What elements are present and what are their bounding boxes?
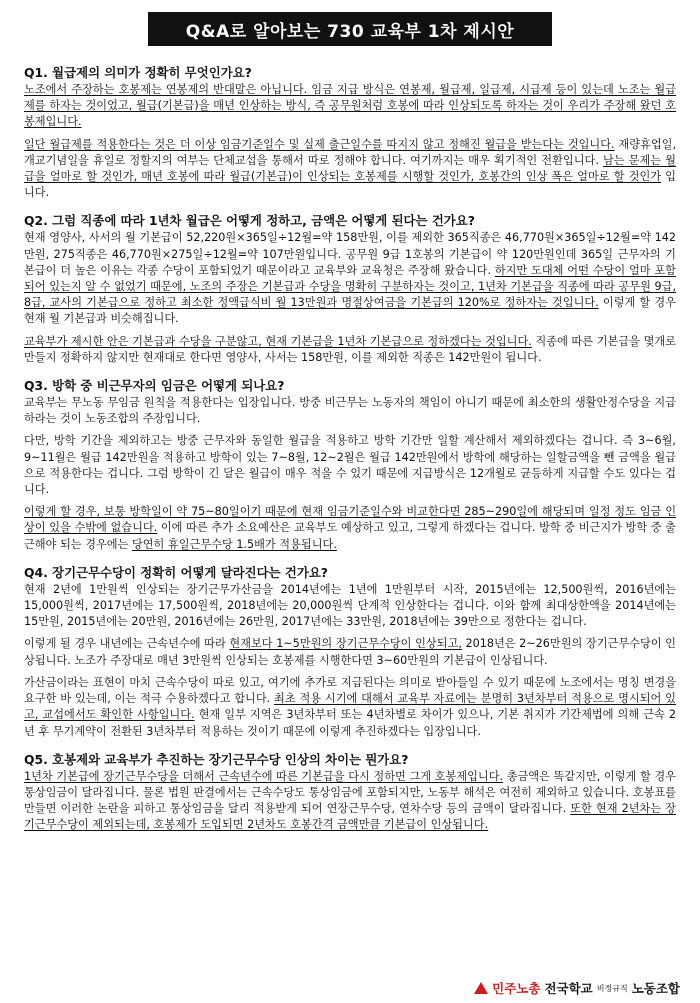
answer-text: 이에 따른 추가 소요예산은 교육부도 예상하고 있고, 그렇게 하겠다는 겁니다. 방학 중 비근지가 방학 중 출근해야 되는 경우에는 xyxy=(24,521,676,551)
underlined-text: 또한 현재 2년차는 장기근무수당이 제외되는데, 호봉제가 도입되면 2년차도 호봉간격 금액만큼 기본급이 인상됩니다. xyxy=(24,802,676,832)
question-heading: Q1. 월급제의 의미가 정확히 무엇인가요? xyxy=(24,65,252,80)
answer-paragraph xyxy=(24,230,676,327)
answer-text: 이렇게 할 경우 현재 월 기본급과 비슷해집니다. xyxy=(24,296,676,326)
qa-section xyxy=(24,212,676,366)
qa-section xyxy=(24,751,676,834)
answer-text: 직종에 따른 기본급을 몇개로 만들지 정확하지 않지만 현재대로 한다면 영양사, 사서는 158만원, 이를 제외한 직종은 142만원이 됩니다. xyxy=(24,334,676,364)
org-main: 전국학교 xyxy=(544,981,593,996)
org-small: 비정규직 xyxy=(596,983,628,993)
qa-body xyxy=(24,64,676,845)
answer-paragraph xyxy=(24,334,676,366)
answer-text: 입니다. xyxy=(24,170,676,200)
answer-paragraph xyxy=(24,395,676,427)
org-prefix: 민주노총 xyxy=(492,981,541,996)
underlined-text: 하지만 도대체 어떤 수당이 얼마 포함되어 있는지 알 수 없었기 때문에, 노조의 주장은 기본급과 수당을 명확히 구분하자는 것이고, 1년차 기본급을 직종에 따라 공무원 9급, 8급, 교사의 기본급으로 정하고 최소한 정액급식비 월 13만원과 명절상여금을 기본급의 120%로 정하자는 것입니다. xyxy=(24,263,676,310)
underlined-text: 최초 적용 시기에 대해서 교육부 자료에는 분명히 3년차부터 적용으로 명시되어 있고, 교섭에서도 확인한 사항입니다. xyxy=(24,692,676,722)
answer-text: 현재 영양사, 사서의 월 기본급이 52,220원×365일÷12월=약 158만원, 이를 제외한 365직종은 46,770원×365일÷12월=약 142만원, 275직종은 46,770원×275일÷12월=약 107만원입니다. 공무원 9급 1호봉의 기본급이 약 120만원인데 365일 근무자의 기본급이 더 높은 이유는 각종 수당이 포함되었기 때문이라고 교육부와 교육청은 주장해 왔습니다. xyxy=(24,231,676,277)
underlined-text: 현재보다 1~5만원의 장기근무수당이 인상되고, xyxy=(229,637,462,651)
answer-paragraph xyxy=(24,504,676,553)
answer-paragraph xyxy=(24,636,676,668)
qa-section xyxy=(24,564,676,740)
answer-text: 다만, 방학 기간을 제외하고는 방중 근무자와 동일한 월급을 적용하고 방학 기간만 일할 계산해서 제외하겠다는 겁니다. 즉 3~6월, 9~11월은 월급 142만원을 적용하고 방학이 있는 7~8월, 12~2월은 월급 142만원에서 방학에 해당하는 일할금액을 뺀 금액을 월급으로 적용한다는 겁니다. 그럼 방학이 긴 달은 월급이 매우 적을 수 있기 때문에 지급방식은 12개월로 균등하게 지급할 수도 있다는 겁니다. xyxy=(24,434,676,497)
underlined-text: 당연히 휴일근무수당 1.5배가 적용됩니다. xyxy=(131,537,337,551)
question-heading: Q3. 방학 중 비근무자의 임금은 어떻게 되나요? xyxy=(24,378,285,394)
answer-text: 현재 일부 지역은 3년차부터 또는 4년차별로 차이가 있으나, 기본 취지가 기간제법에 의해 근속 2년 후 무기계약이 전환된 3년차부터 적용하는 것이기 때문에 이렇게 추진하겠다는 입장입니다. xyxy=(24,708,676,738)
answer-text: 현재 2년에 1만원씩 인상되는 장기근무가산금을 2014년에는 1년에 1만원부터 시작, 2015년에는 12,500원씩, 2016년에는 15,000원씩, 2017년에는 17,500원씩, 2018년에는 20,000원씩 단계적 인상한다는 겁니다. 이와 함께 최대상한액을 2014년에는 15만원, 2015년에는 20만원, 2016년에는 26만원, 2017년에는 33만원, 2018년에는 39만으로 정한다는 겁니다. xyxy=(24,582,676,629)
answer-paragraph xyxy=(24,433,676,498)
question-heading: Q5. 호봉제와 교육부가 추진하는 장기근무수당 인상의 차이는 뭔가요? xyxy=(24,751,409,767)
answer-text: 2018년은 2~26만원의 장기근무수당이 인상됩니다. 노조가 주장대로 매년 3만원씩 인상되는 호봉제를 시행한다면 3~60만원의 기본급이 인상됩니다. xyxy=(24,637,676,667)
underlined-text: 이렇게 할 경우, 보통 방학일이 약 75~80일이기 때문에 현재 임금기준일수와 비교한다면 285~290일에 해당되며 일정 정도 임금 인상이 있을 수밖에 없습니다. xyxy=(24,505,676,535)
answer-paragraph xyxy=(24,137,676,202)
qa-section xyxy=(24,64,676,201)
underlined-text: 일단 월급제를 적용한다는 것은 더 이상 임금기준일수 및 실제 출근일수를 따지지 않고 정해진 월급을 받는다는 것입니다. xyxy=(24,137,615,151)
qa-section xyxy=(24,377,676,553)
page-title: Q&A로 알아보는 730 교육부 1차 제시안 xyxy=(148,12,552,46)
answer-paragraph xyxy=(24,82,676,131)
answer-text: 이렇게 될 경우 내년에는 근속년수에 따라 xyxy=(24,637,230,651)
answer-text: 재량휴업일, 개교기념일을 휴일로 정할지의 여부는 단체교섭을 통해서 따로 정해야 합니다. 여기까지는 매우 획기적인 전환입니다. xyxy=(24,137,677,167)
underlined-text: 1년차 기본급에 장기근무수당을 더해서 근속년수에 따른 기본급을 다시 정하면 그게 호봉제입니다. xyxy=(24,769,504,783)
underlined-text: 남는 문제는 월급을 얼마로 할 것인가, 매년 호봉에 따라 월급(기본급)이 인상되는 호봉제를 시행할 것인가, 호봉간의 인상 폭은 얼마로 할 것인가 xyxy=(24,153,676,184)
answer-text: 가산금이라는 표현이 마치 근속수당이 따로 있고, 여기에 추가로 지급된다는 의미로 받아들일 수 있기 때문에 노조에서는 명칭 변경을 요구한 바 있는데, 이는 적극 수용하겠다고 합니다. xyxy=(24,675,676,706)
triangle-logo-icon xyxy=(474,982,488,994)
footer-org xyxy=(474,979,680,997)
answer-paragraph xyxy=(24,582,676,631)
answer-paragraph xyxy=(24,675,676,740)
underlined-text: 교육부가 제시한 안은 기본급과 수당을 구분않고, 현재 기본급을 1년차 기본급으로 정하겠다는 것입니다. xyxy=(24,334,532,348)
answer-text: 총금액은 똑같지만, 이렇게 할 경우 통상임금이 달라집니다. 물론 법원 판결에서는 근속수당도 통상임금에 포함되지만, 노동부 해석은 여전히 제외하고 있습니다. 호봉표를 만들면 이러한 논란을 피하고 통상임금을 달리 적용받게 되어 연장근무수당, 연차수당 등의 금액이 달라집니다. xyxy=(24,769,676,816)
org-suffix: 노동조합 xyxy=(631,981,680,996)
answer-text: 교육부는 무노동 무임금 원칙을 적용한다는 입장입니다. 방중 비근무는 노동자의 책임이 아니기 때문에 최소한의 생활안정수당을 지급하라는 것이 노동조합의 주장입니다. xyxy=(24,396,676,426)
answer-paragraph xyxy=(24,769,676,834)
underlined-text: 노조에서 주장하는 호봉제는 연봉제의 반대말은 아닙니다. 임금 지급 방식은 연봉제, 월급제, 일급제, 시급제 등이 있는데 노조는 월급제를 하자는 것이었고, 월급(기본급)을 매년 인상하는 방식, 즉 공무원처럼 호봉에 따라 인상되도록 하자는 것이 우리가 주장해 왔던 호봉제입니다. xyxy=(24,83,676,129)
question-heading: Q4. 장기근무수당이 정확히 어떻게 달라진다는 건가요? xyxy=(24,564,328,580)
question-heading: Q2. 그럼 직종에 따라 1년차 월급은 어떻게 정하고, 금액은 어떻게 된다는 건가요? xyxy=(24,213,475,229)
